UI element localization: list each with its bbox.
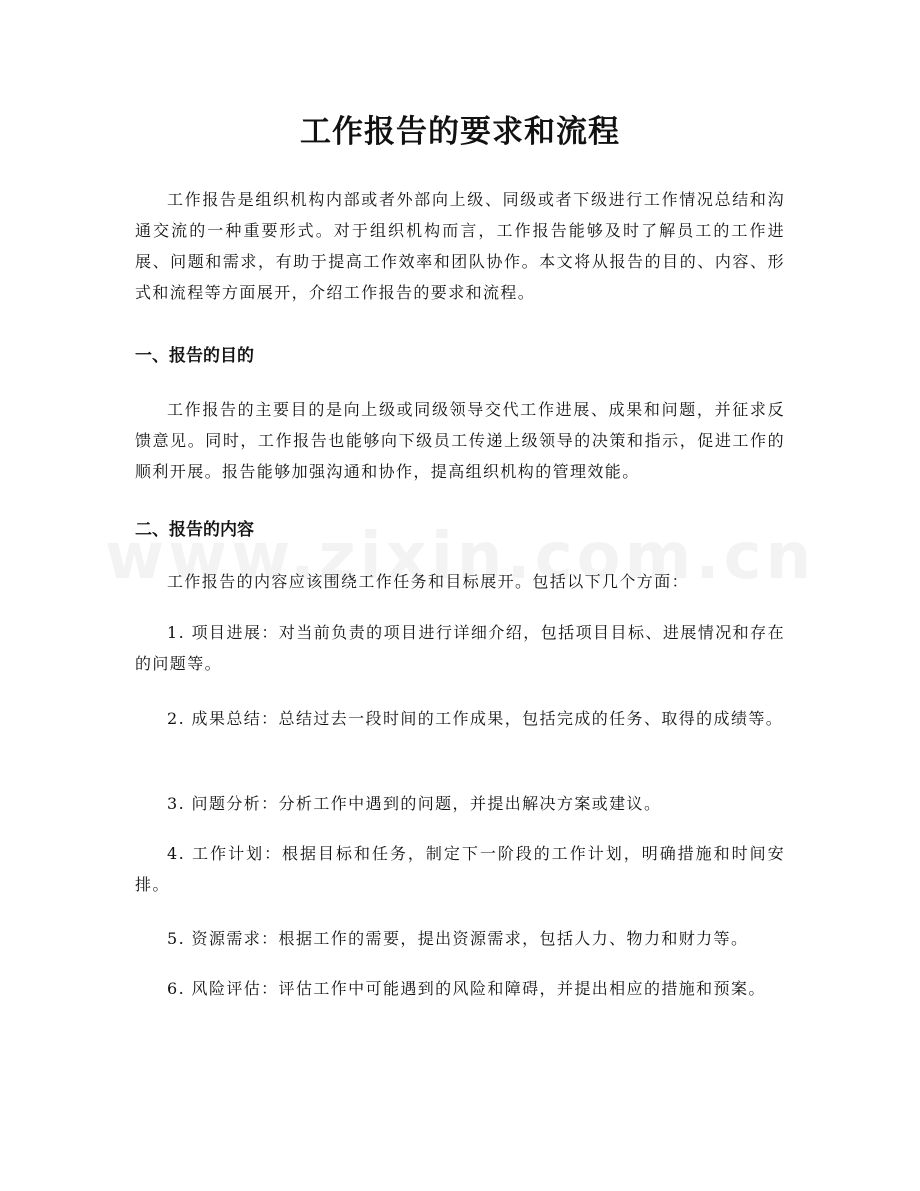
section-heading-content: 二、报告的内容: [135, 520, 254, 540]
content-paragraph: 工作报告的内容应该围绕工作任务和目标展开。包括以下几个方面：: [167, 572, 690, 591]
list-item: 4. 工作计划：根据目标和任务，制定下一阶段的工作计划，明确措施和时间安排。: [135, 844, 785, 894]
list-item: 6. 风险评估：评估工作中可能遇到的风险和障碍，并提出相应的措施和预案。: [167, 979, 766, 998]
list-item: 5. 资源需求：根据工作的需要，提出资源需求，包括人力、物力和财力等。: [167, 929, 749, 948]
list-item: 1. 项目进展：对当前负责的项目进行详细介绍，包括项目目标、进展情况和存在的问题等。: [135, 623, 785, 673]
list-item: 2. 成果总结：总结过去一段时间的工作成果，包括完成的任务、取得的成绩等。: [167, 709, 784, 728]
list-item: 3. 问题分析：分析工作中遇到的问题，并提出解决方案或建议。: [167, 794, 662, 813]
section-heading-purpose: 一、报告的目的: [135, 346, 254, 366]
purpose-paragraph: 工作报告的主要目的是向上级或同级领导交代工作进展、成果和问题，并征求反馈意见。同时，工作报告也能够向下级员工传递上级领导的决策和指示，促进工作的顺利开展。报告能够加强沟通和协作，提高组织机构的管理效能。: [135, 400, 785, 481]
document-title: 工作报告的要求和流程: [300, 114, 620, 150]
intro-paragraph: 工作报告是组织机构内部或者外部向上级、同级或者下级进行工作情况总结和沟通交流的一种重要形式。对于组织机构而言，工作报告能够及时了解员工的工作进展、问题和需求，有助于提高工作效率和团队协作。本文将从报告的目的、内容、形式和流程等方面展开，介绍工作报告的要求和流程。: [135, 190, 785, 302]
